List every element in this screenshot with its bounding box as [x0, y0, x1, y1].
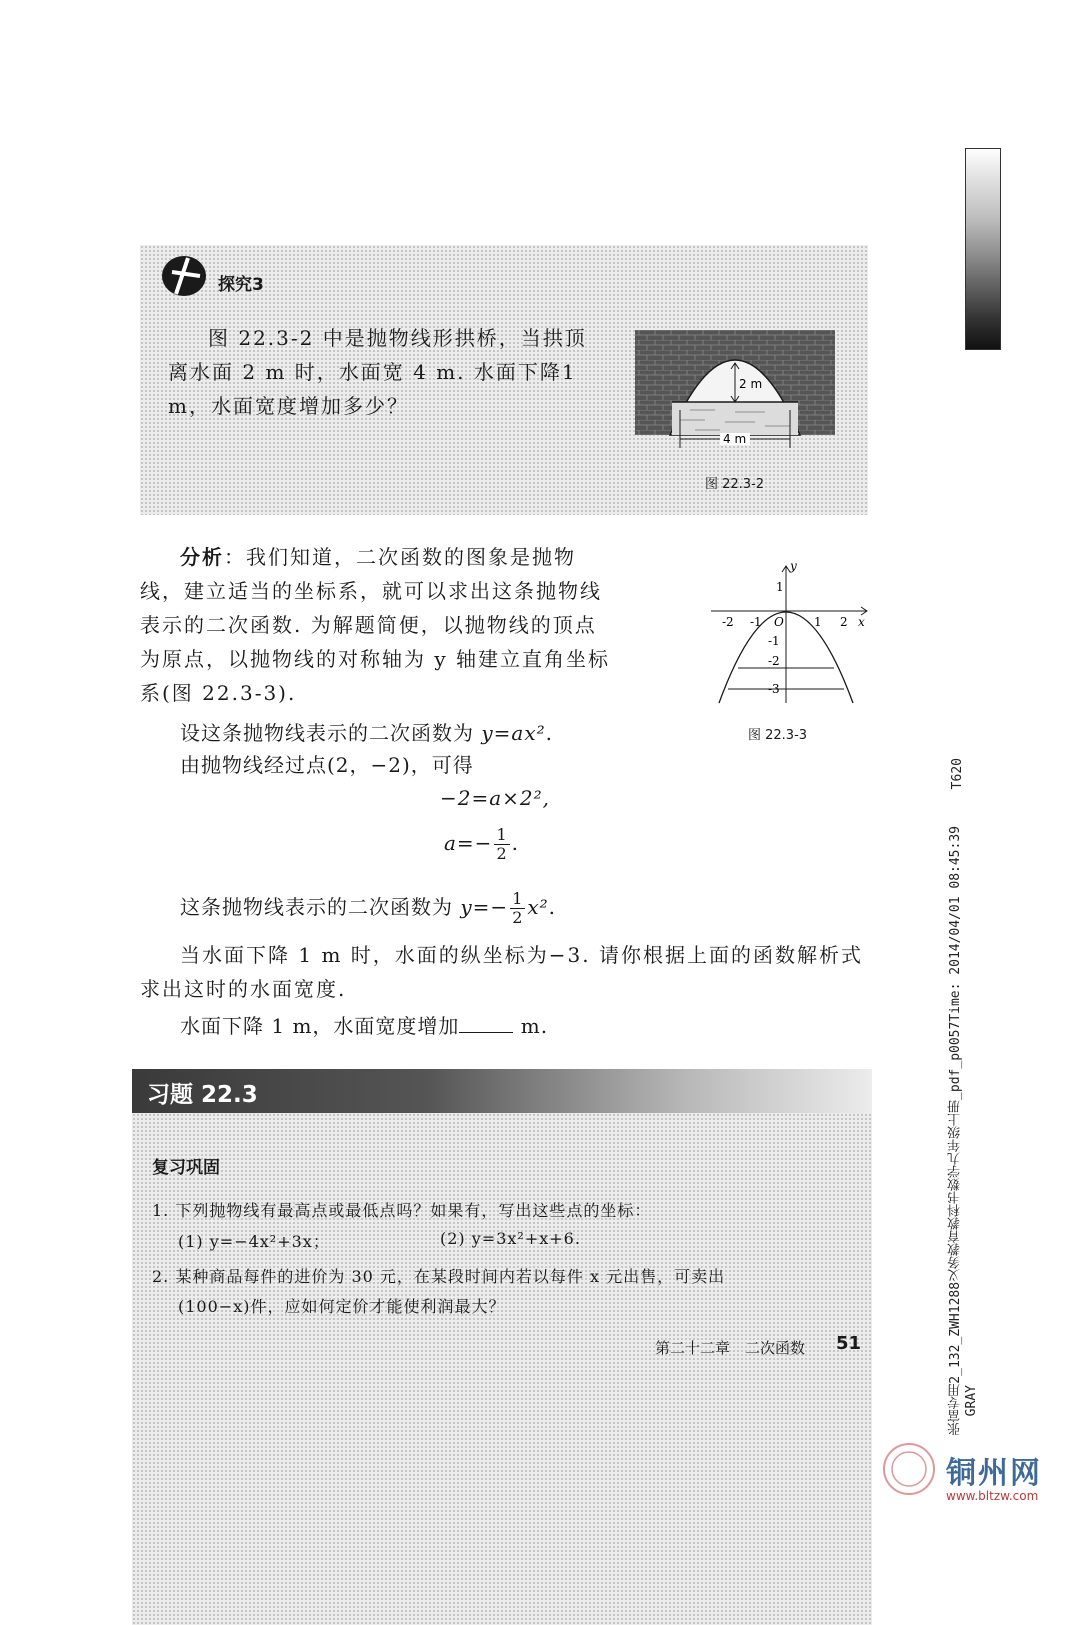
origin-label: O: [774, 615, 784, 629]
answer-unit: m.: [513, 1014, 549, 1038]
exercise-header: 习题 22.3: [147, 1082, 258, 1108]
equation-2-numerator: 1: [496, 825, 508, 844]
page-number: 51: [836, 1333, 862, 1354]
equation-1: −2=a×2²,: [440, 786, 551, 810]
result-text: 这条抛物线表示的二次函数为: [180, 895, 461, 919]
result-line: 这条抛物线表示的二次函数为 y=− $\frac{1}{2}$ x².: [180, 889, 557, 927]
review-title: 复习巩固: [152, 1158, 220, 1178]
analysis-body: ：我们知道，二次函数的图象是抛物线，建立适当的坐标系，就可以求出这条抛物线表示的二次函数. 为解题简便，以抛物线的顶点为原点，以抛物线的对称轴为 y 轴建立直角坐标系(图 22.3-3).: [140, 545, 611, 705]
x-axis-label: x: [858, 615, 865, 629]
side-document-info: 张富专用2_132_ZWH1288义务教育教科书数学九年级上册_pdf_p0057Time: 2014/04/01 08:45:39: [948, 826, 963, 1436]
side-code: T620: [950, 758, 965, 790]
watermark-url: www.bltzw.com: [946, 1489, 1039, 1503]
water-drop-paragraph: 当水面下降 1 m 时，水面的纵坐标为−3. 请你根据上面的函数解析式求出这时的水面宽度.: [140, 943, 863, 1001]
explore-question: 图 22.3-2 中是抛物线形拱桥，当拱顶离水面 2 m 时，水面宽 4 m. 水面下降1 m，水面宽度增加多少？: [168, 326, 587, 418]
equation-2: a=− $\frac{1}{2}$ .: [444, 825, 519, 863]
figure2-caption: 图 22.3-3: [748, 728, 808, 743]
equation-2-denominator: 2: [496, 844, 508, 863]
coordinate-graph: [706, 558, 876, 708]
explore-logo-icon: [160, 254, 208, 298]
x-tick-neg1: -1: [750, 615, 762, 629]
answer-text: 水面下降 1 m，水面宽度增加: [180, 1014, 460, 1038]
equation-2-left: a=−: [444, 831, 493, 855]
y-tick-neg2: -2: [768, 654, 780, 668]
grayscale-calibration-strip: [965, 148, 1001, 350]
x-tick-neg2: -2: [722, 615, 734, 629]
analysis-paragraph: [140, 540, 610, 710]
y-tick-neg3: -3: [768, 682, 780, 696]
y-axis-label: y: [790, 559, 797, 573]
height-label: 2 m: [739, 377, 763, 391]
exercise-1b: (2) y=3x²+x+6.: [440, 1229, 581, 1248]
watermark-site-name: 铜州网: [946, 1456, 1042, 1491]
result-formula-left: y=−: [460, 895, 509, 919]
exercise-1a: (1) y=−4x²+3x；: [178, 1232, 330, 1251]
x-tick-1: 1: [814, 615, 822, 629]
chapter-footer: 第二十二章 二次函数: [655, 1339, 806, 1357]
exercise-2-line2: (100−x)件，应如何定价才能使利润最大？: [178, 1297, 506, 1316]
side-gray-label: GRAY: [964, 1385, 979, 1417]
exercise-box: [132, 1113, 872, 1625]
result-formula-right: x²: [527, 895, 549, 919]
assume-text: 设这条抛物线表示的二次函数为: [180, 721, 482, 745]
figure-caption: 图 22.3-2: [705, 477, 765, 492]
exercise-2-line1: 2. 某种商品每件的进价为 30 元，在某段时间内若以每件 x 元出售，可卖出: [152, 1267, 726, 1286]
watermark-seal-icon: [880, 1440, 938, 1498]
answer-line: [180, 1010, 548, 1039]
answer-blank[interactable]: [459, 1014, 513, 1033]
x-tick-2: 2: [840, 615, 848, 629]
assume-formula: y=ax²: [481, 721, 546, 745]
exercise-1: 1. 下列抛物线有最高点或最低点吗？如果有，写出这些点的坐标：: [152, 1201, 652, 1220]
arch-bridge-figure: [635, 330, 835, 465]
explore-title: 探究3: [218, 275, 264, 295]
point-line: 由抛物线经过点(2，−2)，可得: [180, 753, 474, 777]
y-tick-1: 1: [776, 580, 784, 594]
assume-line: 设这条抛物线表示的二次函数为 y=ax².: [180, 721, 553, 745]
y-tick-neg1: -1: [768, 634, 780, 648]
analysis-label: 分析: [180, 545, 224, 569]
width-label: 4 m: [723, 432, 747, 446]
